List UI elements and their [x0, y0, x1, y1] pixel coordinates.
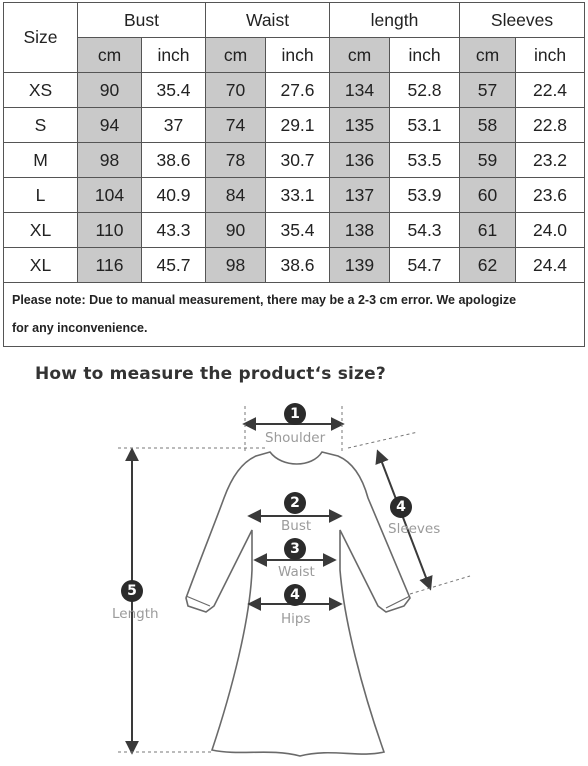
table-cell: 135	[330, 108, 390, 143]
table-row	[4, 143, 585, 178]
table-cell: 38.6	[266, 248, 330, 283]
unit-header: cm	[78, 38, 142, 73]
table-cell: 104	[78, 178, 142, 213]
table-cell: 98	[78, 143, 142, 178]
table-cell: 90	[78, 73, 142, 108]
unit-header: inch	[516, 38, 585, 73]
group-header-sleeves: Sleeves	[460, 3, 585, 38]
measure-number-badge: 3	[284, 538, 306, 560]
table-cell: 37	[142, 108, 206, 143]
table-cell: 138	[330, 213, 390, 248]
table-cell: 134	[330, 73, 390, 108]
table-cell: 53.9	[390, 178, 460, 213]
table-cell: 29.1	[266, 108, 330, 143]
unit-header: inch	[142, 38, 206, 73]
table-cell: 98	[206, 248, 266, 283]
table-cell: 23.6	[516, 178, 585, 213]
size-cell: XS	[4, 73, 78, 108]
table-cell: 22.4	[516, 73, 585, 108]
table-cell: 110	[78, 213, 142, 248]
table-cell: 33.1	[266, 178, 330, 213]
table-row	[4, 213, 585, 248]
table-cell: 24.0	[516, 213, 585, 248]
measure-number-badge: 4	[284, 584, 306, 606]
size-cell: XL	[4, 248, 78, 283]
table-cell: 84	[206, 178, 266, 213]
unit-header-row	[4, 38, 585, 73]
table-cell: 52.8	[390, 73, 460, 108]
size-cell: M	[4, 143, 78, 178]
table-cell: 116	[78, 248, 142, 283]
sleeves-label: Sleeves	[388, 521, 441, 537]
table-cell: 78	[206, 143, 266, 178]
table-cell: 53.5	[390, 143, 460, 178]
table-cell: 59	[460, 143, 516, 178]
group-header-waist: Waist	[206, 3, 330, 38]
table-cell: 22.8	[516, 108, 585, 143]
table-row	[4, 73, 585, 108]
table-cell: 35.4	[142, 73, 206, 108]
table-cell: 58	[460, 108, 516, 143]
size-header: Size	[4, 3, 78, 73]
hips-label: Hips	[281, 611, 311, 627]
unit-header: cm	[460, 38, 516, 73]
shoulder-label: Shoulder	[265, 430, 326, 446]
table-cell: 137	[330, 178, 390, 213]
measure-number-badge: 5	[121, 580, 143, 602]
table-cell: 90	[206, 213, 266, 248]
measure-number-badge: 4	[390, 496, 412, 518]
unit-header: inch	[390, 38, 460, 73]
table-cell: 30.7	[266, 143, 330, 178]
length-label: Length	[112, 606, 159, 622]
measurement-note	[4, 283, 585, 347]
table-cell: 139	[330, 248, 390, 283]
unit-header: inch	[266, 38, 330, 73]
table-cell: 45.7	[142, 248, 206, 283]
group-header-bust: Bust	[78, 3, 206, 38]
table-cell: 38.6	[142, 143, 206, 178]
table-cell: 62	[460, 248, 516, 283]
table-cell: 61	[460, 213, 516, 248]
note-line-2: for any inconvenience.	[12, 321, 148, 335]
table-cell: 94	[78, 108, 142, 143]
bust-label: Bust	[281, 518, 312, 534]
measure-number-badge: 1	[284, 403, 306, 425]
note-line-1: Please note: Due to manual measurement, there may be a 2-3 cm error. We apologize	[12, 293, 517, 307]
table-cell: 43.3	[142, 213, 206, 248]
size-cell: XL	[4, 213, 78, 248]
table-row	[4, 178, 585, 213]
size-cell: L	[4, 178, 78, 213]
table-cell: 136	[330, 143, 390, 178]
table-cell: 27.6	[266, 73, 330, 108]
measure-number-badge: 2	[284, 492, 306, 514]
table-cell: 40.9	[142, 178, 206, 213]
table-cell: 57	[460, 73, 516, 108]
table-cell: 35.4	[266, 213, 330, 248]
unit-header: cm	[206, 38, 266, 73]
waist-label: Waist	[278, 564, 315, 580]
table-cell: 74	[206, 108, 266, 143]
group-header-length: length	[330, 3, 460, 38]
table-cell: 70	[206, 73, 266, 108]
table-row	[4, 108, 585, 143]
size-chart-table	[3, 2, 585, 347]
table-cell: 53.1	[390, 108, 460, 143]
table-cell: 23.2	[516, 143, 585, 178]
table-cell: 60	[460, 178, 516, 213]
unit-header: cm	[330, 38, 390, 73]
table-row	[4, 248, 585, 283]
size-cell: S	[4, 108, 78, 143]
measure-title: How to measure the product‘s size?	[35, 364, 386, 384]
table-cell: 54.3	[390, 213, 460, 248]
table-cell: 24.4	[516, 248, 585, 283]
measurement-diagram	[0, 380, 588, 761]
table-cell: 54.7	[390, 248, 460, 283]
